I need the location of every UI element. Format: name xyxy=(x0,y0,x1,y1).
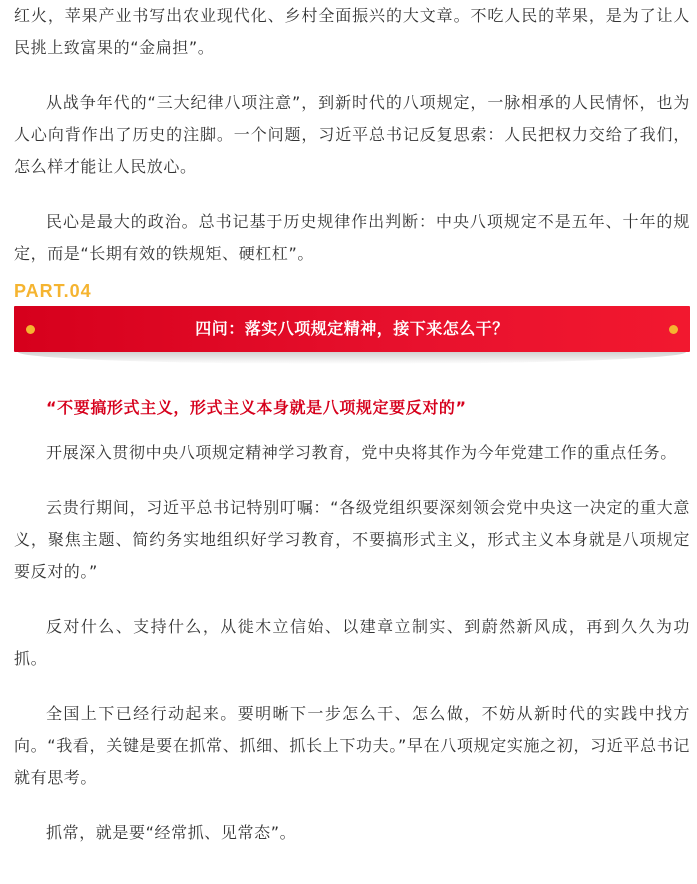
dot-icon xyxy=(669,325,678,334)
article-body xyxy=(14,0,690,849)
paragraph: 从战争年代的“三大纪律八项注意”，到新时代的八项规定，一脉相承的人民情怀，也为人心向背作出了历史的注脚。一个问题，习近平总书记反复思索：人民把权力交给了我们，怎么样才能让人民放心。 xyxy=(14,93,690,176)
paragraph: 反对什么、支持什么，从徙木立信始、以建章立制实、到蔚然新风成，再到久久为功抓。 xyxy=(14,617,690,668)
paragraph: 开展深入贯彻中央八项规定精神学习教育，党中央将其作为今年党建工作的重点任务。 xyxy=(46,443,677,462)
paragraph: 全国上下已经行动起来。要明晰下一步怎么干、怎么做，不妨从新时代的实践中找方向。“我看，关键是要在抓常、抓细、抓长上下功夫。”早在八项规定实施之初，习近平总书记就有思考。 xyxy=(14,704,690,787)
section-title: 四问：落实八项规定精神，接下来怎么干？ xyxy=(195,319,509,338)
paragraph: 云贵行期间，习近平总书记特别叮嘱：“各级党组织要深刻领会党中央这一决定的重大意义，聚焦主题、简约务实地组织好学习教育，不要搞形式主义，形式主义本身就是八项规定要反对的。” xyxy=(14,498,690,581)
section-subheading: “不要搞形式主义，形式主义本身就是八项规定要反对的” xyxy=(46,398,467,417)
paragraph: 抓常，就是要“经常抓、见常态”。 xyxy=(46,823,297,842)
section-banner xyxy=(14,306,690,362)
part-label: PART.04 xyxy=(14,281,92,301)
banner-shadow xyxy=(18,352,686,364)
paragraph: 红火，苹果产业书写出农业现代化、乡村全面振兴的大文章。不吃人民的苹果，是为了让人民挑上致富果的“金扁担”。 xyxy=(14,6,690,57)
paragraph: 民心是最大的政治。总书记基于历史规律作出判断：中央八项规定不是五年、十年的规定，而是“长期有效的铁规矩、硬杠杠”。 xyxy=(14,212,690,263)
